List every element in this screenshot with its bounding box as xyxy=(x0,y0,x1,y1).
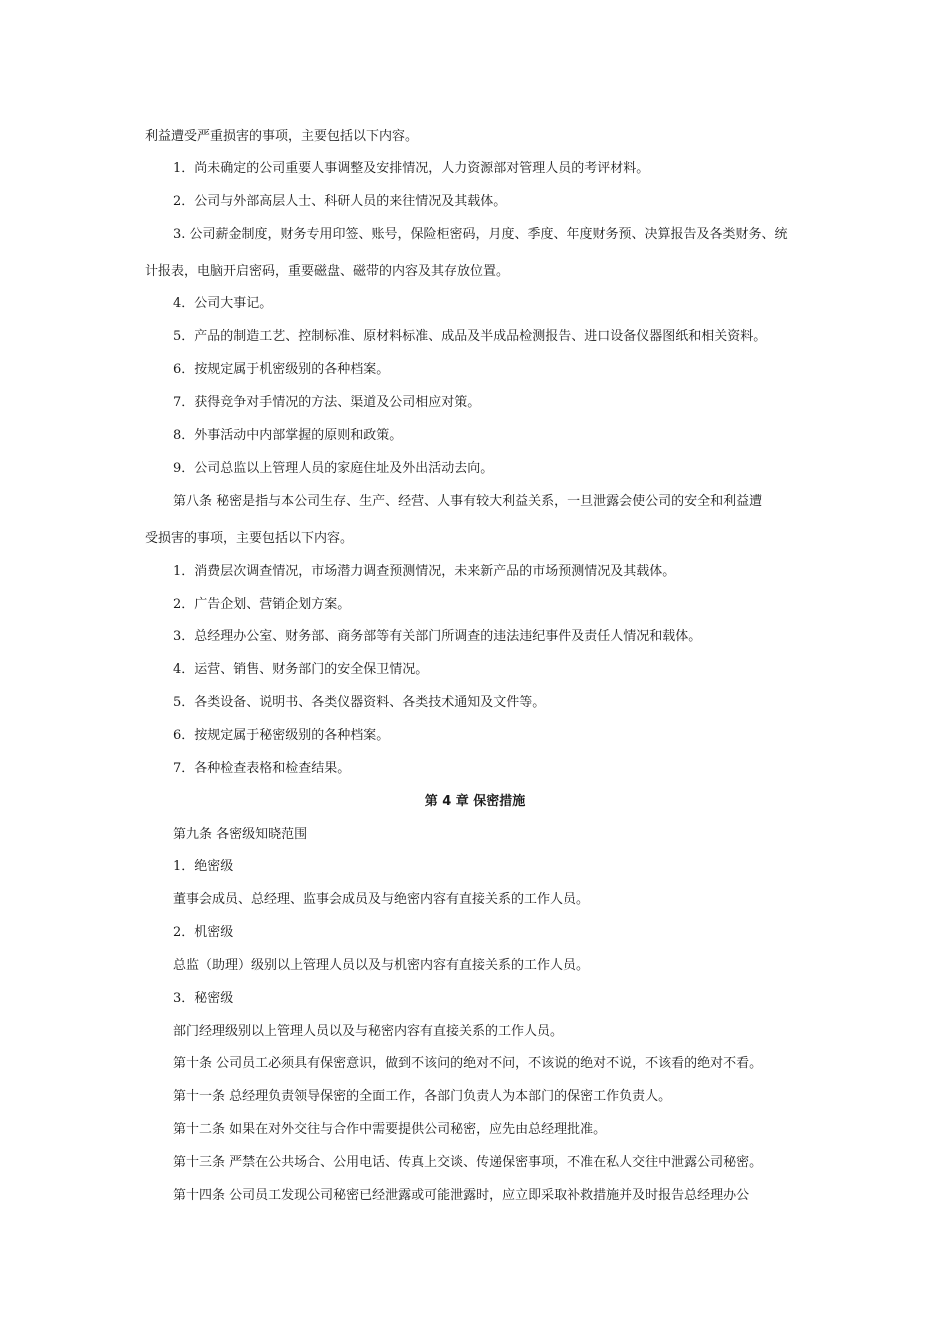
chapter-heading: 第 4 章 保密措施 xyxy=(424,794,526,809)
list-item: 3．总经理办公室、财务部、商务部等有关部门所调查的违法违纪事件及责任人情况和载体。 xyxy=(173,629,702,644)
article-paragraph: 第十一条 总经理负责领导保密的全面工作，各部门负责人为本部门的保密工作负责人。 xyxy=(173,1089,672,1104)
text-line: 董事会成员、总经理、监事会成员及与绝密内容有直接关系的工作人员。 xyxy=(173,892,590,907)
article-paragraph: 第十二条 如果在对外交往与合作中需要提供公司秘密，应先由总经理批准。 xyxy=(173,1122,607,1137)
list-item: 1．绝密级 xyxy=(173,859,234,874)
list-item: 5．各类设备、说明书、各类仪器资料、各类技术通知及文件等。 xyxy=(173,695,546,710)
list-item: 2．公司与外部高层人士、科研人员的来往情况及其载体。 xyxy=(173,194,507,209)
list-item: 9．公司总监以上管理人员的家庭住址及外出活动去向。 xyxy=(173,461,494,476)
list-item: 7．各种检查表格和检查结果。 xyxy=(173,761,351,776)
text-line: 受损害的事项，主要包括以下内容。 xyxy=(145,531,354,546)
list-item: 7．获得竞争对手情况的方法、渠道及公司相应对策。 xyxy=(173,395,481,410)
list-item: 5．产品的制造工艺、控制标准、原材料标准、成品及半成品检测报告、进口设备仪器图纸和相关资料。 xyxy=(173,329,767,344)
list-item: 3．秘密级 xyxy=(173,991,234,1006)
list-item: 2．机密级 xyxy=(173,925,234,940)
article-paragraph: 第十三条 严禁在公共场合、公用电话、传真上交谈、传递保密事项，不准在私人交往中泄露公司秘密。 xyxy=(173,1155,763,1170)
list-item: 4．运营、销售、财务部门的安全保卫情况。 xyxy=(173,662,429,677)
list-item: 4．公司大事记。 xyxy=(173,296,273,311)
text-line: 计报表，电脑开启密码，重要磁盘、磁带的内容及其存放位置。 xyxy=(145,264,510,279)
article-paragraph: 第十条 公司员工必须具有保密意识，做到不该问的绝对不问，不该说的绝对不说，不该看的绝对不看。 xyxy=(173,1056,763,1071)
list-item: 8．外事活动中内部掌握的原则和政策。 xyxy=(173,428,403,443)
text-line: 部门经理级别以上管理人员以及与秘密内容有直接关系的工作人员。 xyxy=(173,1024,564,1039)
article-paragraph: 第十四条 公司员工发现公司秘密已经泄露或可能泄露时，应立即采取补救措施并及时报告总经理办公 xyxy=(173,1188,750,1203)
text-line: 利益遭受严重损害的事项，主要包括以下内容。 xyxy=(145,129,419,144)
list-item: 1．消费层次调查情况，市场潜力调查预测情况，未来新产品的市场预测情况及其载体。 xyxy=(173,564,676,579)
list-item: 6．按规定属于秘密级别的各种档案。 xyxy=(173,728,390,743)
article-paragraph: 第八条 秘密是指与本公司生存、生产、经营、人事有较大利益关系，一旦泄露会使公司的安全和利益遭 xyxy=(173,494,763,509)
list-item: 6．按规定属于机密级别的各种档案。 xyxy=(173,362,390,377)
list-item: 2．广告企划、营销企划方案。 xyxy=(173,597,351,612)
list-item: 1．尚未确定的公司重要人事调整及安排情况，人力资源部对管理人员的考评材料。 xyxy=(173,161,650,176)
list-item: 3. 公司薪金制度，财务专用印签、账号，保险柜密码，月度、季度、年度财务预、决算报告及各类财务、统 xyxy=(173,227,788,242)
text-line: 总监（助理）级别以上管理人员以及与机密内容有直接关系的工作人员。 xyxy=(173,958,590,973)
article-paragraph: 第九条 各密级知晓范围 xyxy=(173,827,308,842)
